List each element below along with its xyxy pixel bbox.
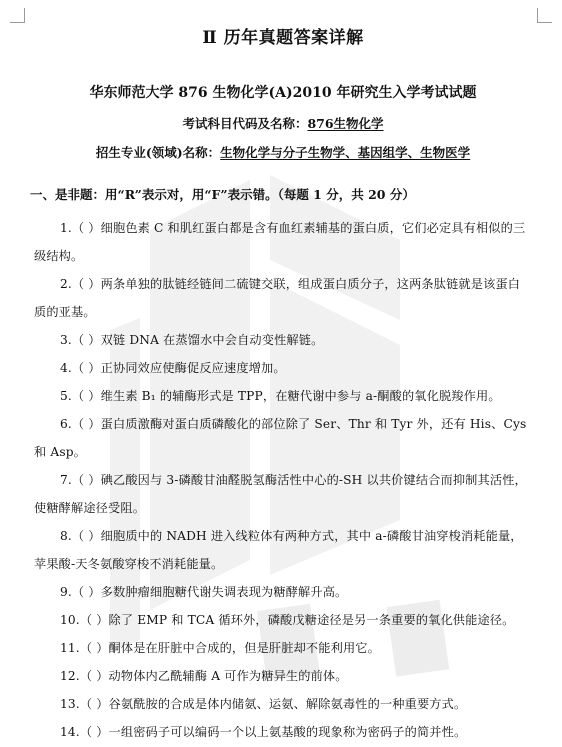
part-one-heading: 一、是非题：用“R”表示对，用“F”表示错。（每题 1 分，共 20 分）	[30, 187, 415, 202]
question-text: 酮体是在肝脏中合成的，但是肝脏却不能利用它。	[108, 641, 380, 655]
question-text: 蛋白质激酶对蛋白质磷酸化的部位除了 Ser、Thr 和 Tyr 外，还有 His、Cys 和 Asp。	[34, 417, 527, 459]
subject-value: 876生物化学	[307, 116, 384, 131]
svg-text:▇: ▇	[256, 594, 320, 681]
svg-text:▇: ▇	[385, 590, 449, 677]
question-item	[34, 718, 532, 746]
subject-label: 考试科目代码及名称：	[182, 116, 308, 131]
question-text: 多数肿瘤细胞糖代谢失调表现为糖酵解升高。	[100, 585, 348, 599]
question-item	[34, 270, 532, 326]
question-text: 正协同效应使酶促反应速度增加。	[100, 361, 286, 375]
question-number: 6.（ ）	[60, 417, 101, 431]
question-list	[34, 214, 532, 746]
question-item	[34, 634, 532, 662]
question-item	[34, 410, 532, 466]
question-item	[34, 522, 532, 578]
major-label: 招生专业(领域)名称：	[95, 145, 221, 160]
question-number: 13.（ ）	[60, 697, 109, 711]
question-number: 12.（ ）	[60, 669, 109, 683]
question-item	[34, 326, 532, 354]
question-number: 9.（ ）	[60, 585, 101, 599]
question-number: 10.（ ）	[60, 613, 109, 627]
question-text: 细胞质中的 NADH 进入线粒体有两种方式，其中 a-磷酸甘油穿梭消耗能量，苹果酸-天冬氨酸穿梭不消耗能量。	[34, 529, 523, 571]
question-number: 14.（ ）	[60, 725, 109, 739]
section-title: Ⅱ 历年真题答案详解	[202, 28, 364, 48]
question-text: 双链 DNA 在蒸馏水中会自动变性解链。	[100, 333, 324, 347]
question-number: 4.（ ）	[60, 361, 101, 375]
question-number: 5.（ ）	[60, 389, 101, 403]
question-item	[34, 354, 532, 382]
question-item	[34, 606, 532, 634]
question-item	[34, 214, 532, 270]
question-text: 一组密码子可以编码一个以上氨基酸的现象称为密码子的简并性。	[108, 725, 467, 739]
question-item	[34, 578, 532, 606]
question-number: 8.（ ）	[60, 529, 101, 543]
question-item	[34, 662, 532, 690]
major-line	[34, 144, 532, 162]
question-text: 碘乙酸因与 3-磷酸甘油醛脱氢酶活性中心的-SH 以共价键结合而抑制其活性，使糖酵解途径受阻。	[34, 473, 527, 515]
question-text: 维生素 B₁ 的辅酶形式是 TPP，在糖代谢中参与 a-酮酸的氧化脱羧作用。	[100, 389, 501, 403]
subject-line	[34, 115, 532, 133]
question-text: 细胞色素 C 和肌红蛋白都是含有血红素辅基的蛋白质，它们必定具有相似的三级结构。	[34, 221, 526, 263]
question-number: 1.（ ）	[60, 221, 101, 235]
exam-title: 华东师范大学 876 生物化学(A)2010 年研究生入学考试试题	[89, 85, 477, 101]
question-text: 除了 EMP 和 TCA 循环外，磷酸戊糖途径是另一条重要的氧化供能途径。	[108, 613, 515, 627]
question-number: 2.（ ）	[60, 277, 101, 291]
question-item	[34, 466, 532, 522]
question-text: 两条单独的肽链经链间二硫键交联，组成蛋白质分子，这两条肽链就是该蛋白质的亚基。	[34, 277, 521, 319]
question-item	[34, 690, 532, 718]
question-item	[34, 382, 532, 410]
question-number: 7.（ ）	[60, 473, 101, 487]
question-text: 动物体内乙酰辅酶 A 可作为糖异生的前体。	[108, 669, 348, 683]
question-number: 11.（ ）	[60, 641, 109, 655]
question-number: 3.（ ）	[60, 333, 101, 347]
major-value: 生物化学与分子生物学、基因组学、生物医学	[220, 145, 471, 160]
question-text: 谷氨酰胺的合成是体内储氨、运氨、解除氨毒性的一种重要方式。	[108, 697, 467, 711]
